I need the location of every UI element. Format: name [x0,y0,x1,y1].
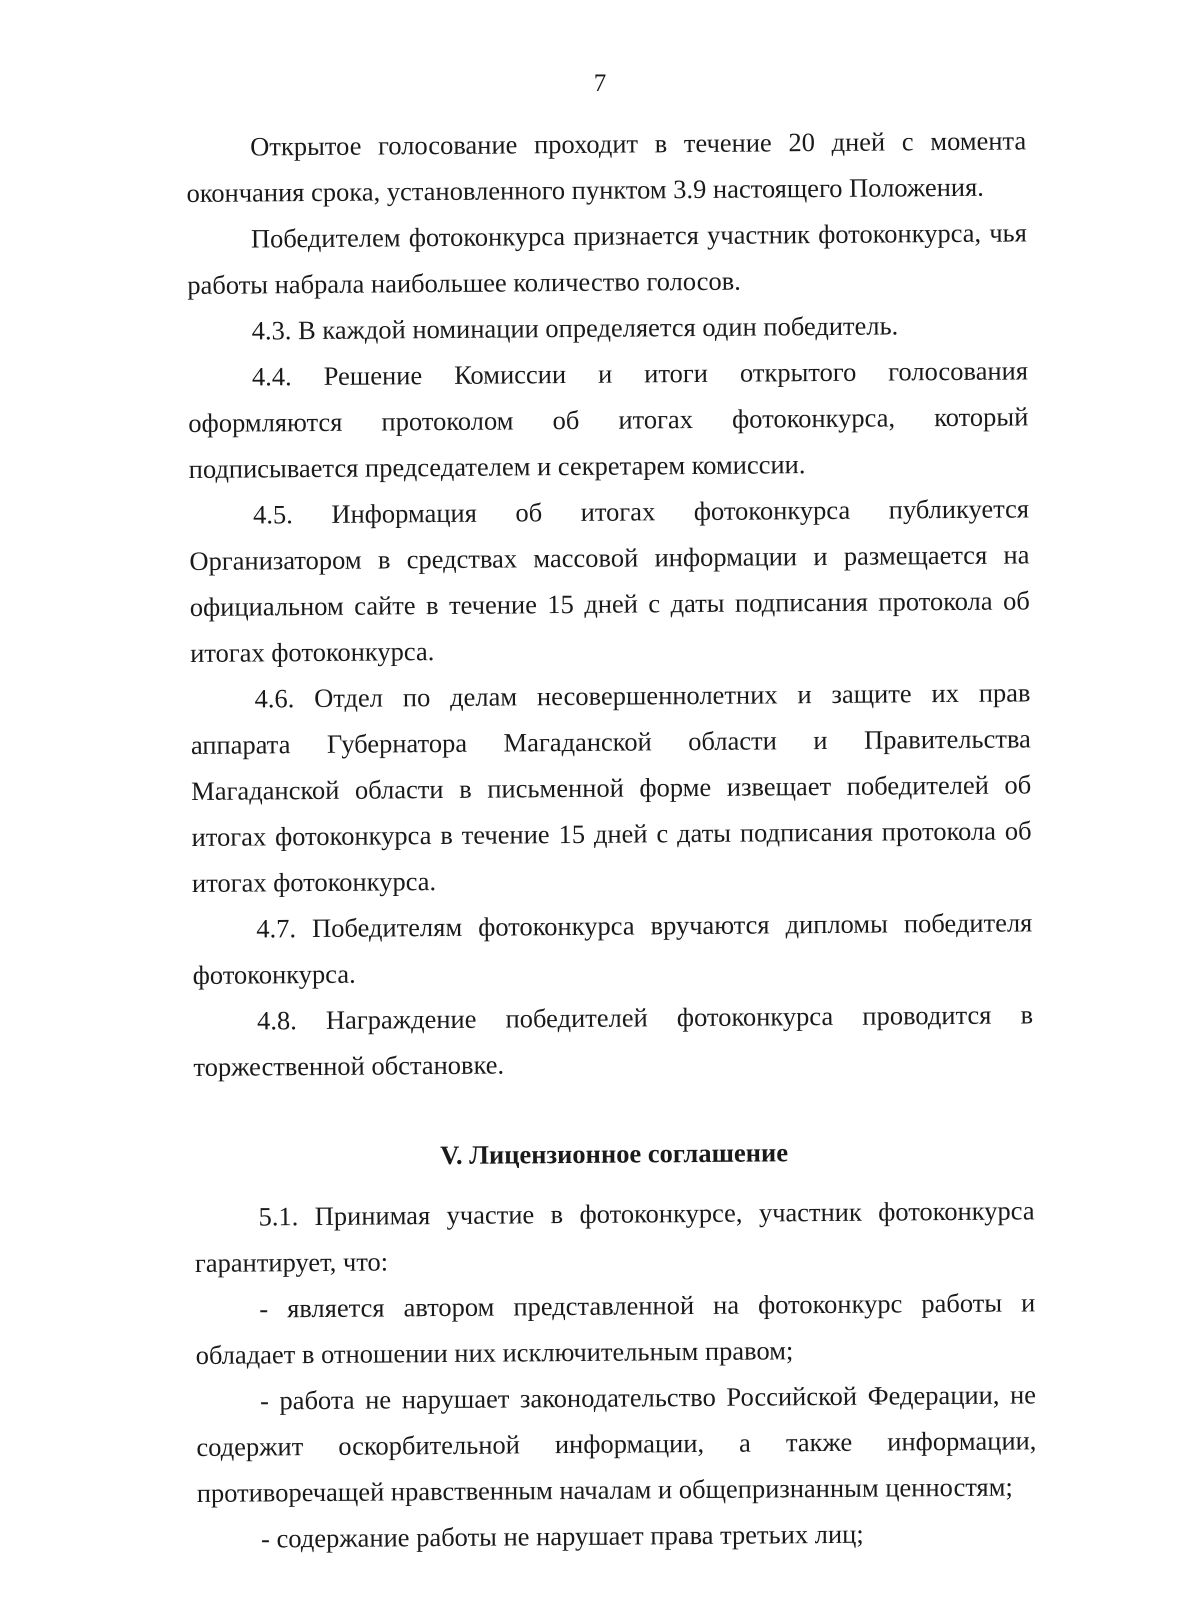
paragraph-voting-period: Открытое голосование проходит в течение 20 дней с момента окончания срока, установленного пунктом 3.9 настоящего Положения. [186,125,1027,208]
paragraph-4-8: 4.8. Награждение победителей фотоконкурса проводится в торжественной обстановке. [193,999,1034,1082]
page-number: 7 [593,70,607,97]
paragraph-4-5: 4.5. Информация об итогах фотоконкурса публикуется Организатором в средствах массовой информации и размещается на официальном сайте в течение 15 дней с даты подписания протокола об итогах фотоконкурса. [189,493,1030,668]
paragraph-4-3: 4.3. В каждой номинации определяется один победитель. [251,310,899,346]
list-item-third-party-rights: - содержание работы не нарушает права третьих лиц; [260,1518,864,1554]
paragraph-4-4: 4.4. Решение Комиссии и итоги открытого голосования оформляются протоколом об итогах фотоконкурса, который подписывается председателем и секретарем комиссии. [188,355,1029,484]
paragraph-5-1: 5.1. Принимая участие в фотоконкурсе, участник фотоконкурса гарантирует, что: [194,1195,1035,1278]
list-item-author: - является автором представленной на фотоконкурс работы и обладает в отношении них исключительным правом; [195,1287,1036,1370]
section-heading: V. Лицензионное соглашение [440,1137,789,1171]
paragraph-4-7: 4.7. Победителям фотоконкурса вручаются дипломы победителя фотоконкурса. [192,907,1033,990]
paragraph-winner-definition: Победителем фотоконкурса признается участник фотоконкурса, чья работы набрала наибольшее количество голосов. [187,217,1027,300]
document-body [186,117,1037,1562]
paragraph-4-6: 4.6. Отдел по делам несовершеннолетних и защите их прав аппарата Губернатора Магаданской области и Правительства Магаданской области в письменной форме извещает победителей об итогах фотоконкурса в течение 15 дней с даты подписания протокола об итогах фотоконкурса. [190,677,1032,898]
list-item-legality: - работа не нарушает законодательство Российской Федерации, не содержит оскорбительной информации, а также информации, противоречащей нравственным началам и общепризнанным ценностям; [196,1379,1037,1508]
